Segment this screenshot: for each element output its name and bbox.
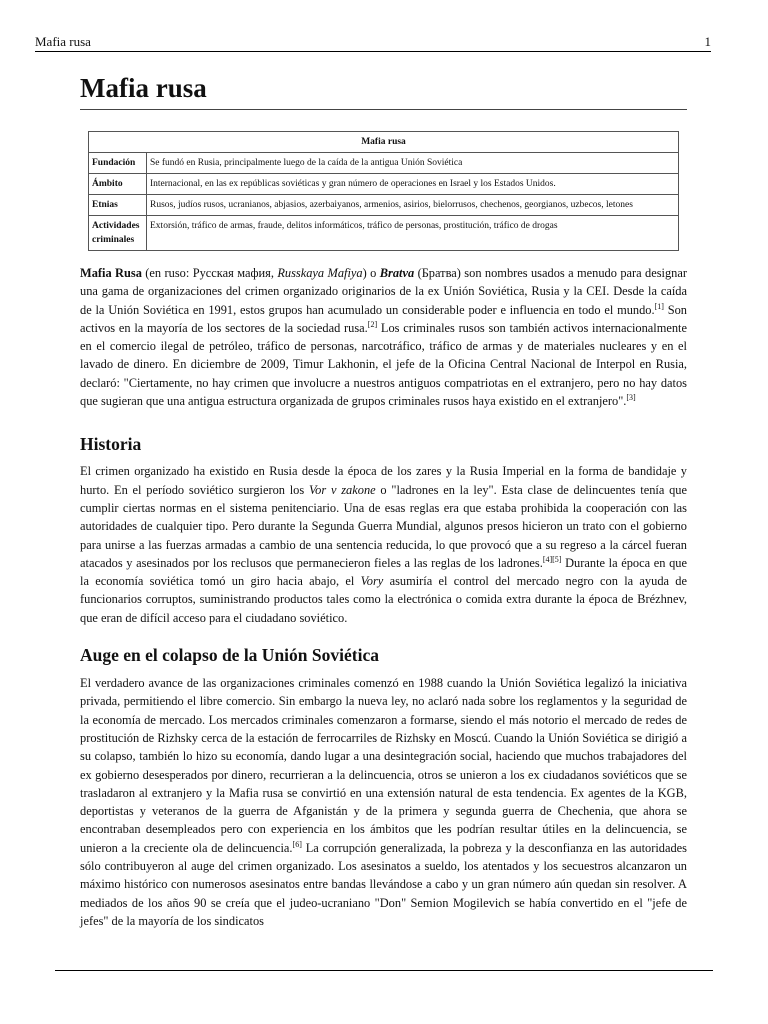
- historia-text: El crimen organizado ha existido en Rusia desde la época de los zares y la Rusia Imperial en la forma de bandidaje y hurto. En el período soviético surgieron los: [80, 464, 687, 497]
- ref-link[interactable]: [3]: [626, 392, 636, 402]
- infobox-label-etnias: Etnias: [89, 195, 147, 216]
- infobox-value-actividades: Extorsión, tráfico de armas, fraude, delitos informáticos, tráfico de personas, prostitución, tráfico de drogas: [147, 216, 679, 251]
- historia-italic: Vor v zakone: [308, 482, 376, 497]
- intro-text: Son activos en la mayoría de los sectores de la sociedad rusa.: [80, 302, 688, 335]
- historia-text: Durante la época en que la economía soviética tomó un giro hacia abajo, el: [80, 555, 687, 589]
- ref-link[interactable]: [2]: [367, 319, 378, 329]
- ref-link[interactable]: [4][5]: [542, 554, 562, 564]
- heading-auge: Auge en el colapso de la Unión Soviética: [80, 645, 379, 666]
- article-body: [80, 264, 687, 930]
- historia-italic: Vory: [360, 574, 384, 589]
- infobox-value-fundacion: Se fundó en Rusia, principalmente luego de la caída de la antigua Unión Soviética: [147, 153, 679, 174]
- heading-historia: Historia: [80, 434, 142, 455]
- infobox-row: [89, 153, 679, 174]
- infobox-value-etnias: Rusos, judíos rusos, ucranianos, abjasios, azerbaiyanos, armenios, asirios, bielorrusos, chechenos, georgianos, uzbecos, letones: [147, 195, 679, 216]
- infobox-label-fundacion: Fundación: [89, 153, 147, 174]
- historia-text: o "ladrones en la ley". Esta clase de delincuentes tenía que cumplir ciertas normas en el sistema penitenciario. Una de esas reglas era que estaba prohibida la cooperación con las autoridades de cualquier tipo. Pero durante la Segunda Guerra Mundial, algunos presos hicieron un trato con el gobierno para unirse a las fuerzas armadas a cambio de una sentencia reducida, lo que provocó que a su regreso a la cárcel fueran atacados y asesinados por los reclusos que permanecieron fieles a las reglas de los ladrones.: [80, 482, 687, 570]
- ref-link[interactable]: [1]: [654, 301, 664, 311]
- infobox-value-ambito: Internacional, en las ex repúblicas soviéticas y gran número de operaciones en Israel y los Estados Unidos.: [147, 174, 679, 195]
- page-title: Mafia rusa: [80, 70, 687, 110]
- page-number: 1: [704, 34, 711, 49]
- historia-text: asumiría el control del mercado negro con la ayuda de funcionarios corruptos, suministrando productos tales como la electrónica o comida extra durante la época de Brézhnev, que eran de difícil acceso para el ciudadano soviético.: [80, 574, 688, 625]
- footer-rule: [55, 970, 713, 971]
- intro-text: ) o: [362, 266, 380, 280]
- intro-paragraph: [80, 264, 687, 410]
- infobox-caption: Mafia rusa: [89, 132, 679, 153]
- ref-link[interactable]: [6]: [292, 839, 302, 849]
- auge-paragraph: [80, 674, 687, 930]
- infobox: [88, 131, 679, 251]
- intro-bratva: Bratva: [379, 266, 415, 280]
- infobox-row: [89, 216, 679, 251]
- running-header: [35, 34, 711, 52]
- infobox-label-ambito: Ámbito: [89, 174, 147, 195]
- intro-text: Los criminales rusos son también activos internacionalmente en el comercio ilegal de petróleo, tráfico de personas, narcotráfico, tráfico de armas y de materiales nucleares y en el lavado de dinero. En diciembre de 2009, Timur Lakhonin, el jefe de la Oficina Central Nacional de Interpol en Rusia, declaró: "Ciertamente, no hay crimen que involucre a nuestros antiguos compatriotas en el extranjero, pero no hay datos que sugieran que una antigua estructura organizada de grupos criminales rusos haya existido en el extranjero".: [80, 320, 687, 409]
- infobox-row: [89, 195, 679, 216]
- intro-text: (en ruso: Русская мафия,: [141, 266, 278, 280]
- auge-text: El verdadero avance de las organizaciones criminales comenzó en 1988 cuando la Unión Soviética legalizó la iniciativa privada, permitiendo el libre comercio. Sin embargo la nueva ley, no aclaró nada sobre los reglamentos y la seguridad de la economía de mercado. Los mercados criminales comenzaron a formarse, siendo el más notorio el mercado de redes de prostitución de Rizhsky cerca de la estación de ferrocarriles de Rizhsky en Moscú. Cuando la Unión Soviética se dirigió a su colapso, también lo hizo su economía, dando lugar a una desintegración social, haciendo que muchos trabajadores del ex gobierno desesperados por dinero, recurrieran a la delincuencia, otros se unieron a los ex ciudadanos soviéticos que se trasladaron al extranjero y la Mafia rusa se convirtió en una extensión natural de esta tendencia. Ex agentes de la KGB, deportistas y veteranos de la guerra de Afganistán y de la primera y segunda guerra de Chechenia, que ahora se encontraban desempleados pero con experiencia en los ámbitos que les podrían resultar útiles en la delincuencia, se unieron a la creciente ola de delincuencia.: [80, 676, 687, 855]
- auge-text: La corrupción generalizada, la pobreza y la desconfianza en las autoridades sólo contribuyeron al auge del crimen organizado. Los asesinatos a sueldo, los atentados y los secuestros alcanzaron un máximo histórico con numerosos asesinatos entre bandas llevándose a cabo y un gran número aún quedan sin resolver. A mediados de los años 90 se creía que el judeo-ucraniano "Don" Semion Mogilevich se había convertido en el "jefe de jefes" de la mayoría de los sindicatos: [80, 840, 687, 928]
- intro-text: (Братва) son nombres usados a menudo para designar una gama de organizaciones del crimen organizado originarios de la ex Unión Soviética, Rusia y la CEI. Desde la caída de la Unión Soviética en 1991, estos grupos han acumulado un considerable poder e influencia en todo el mundo.: [80, 266, 688, 317]
- infobox-row: [89, 174, 679, 195]
- intro-term: Mafia Rusa: [80, 266, 142, 280]
- intro-italic: Russkaya Mafiya: [277, 266, 363, 280]
- infobox-label-actividades: Actividades criminales: [89, 216, 147, 251]
- historia-paragraph: [80, 462, 687, 627]
- running-header-title: Mafia rusa: [35, 34, 91, 49]
